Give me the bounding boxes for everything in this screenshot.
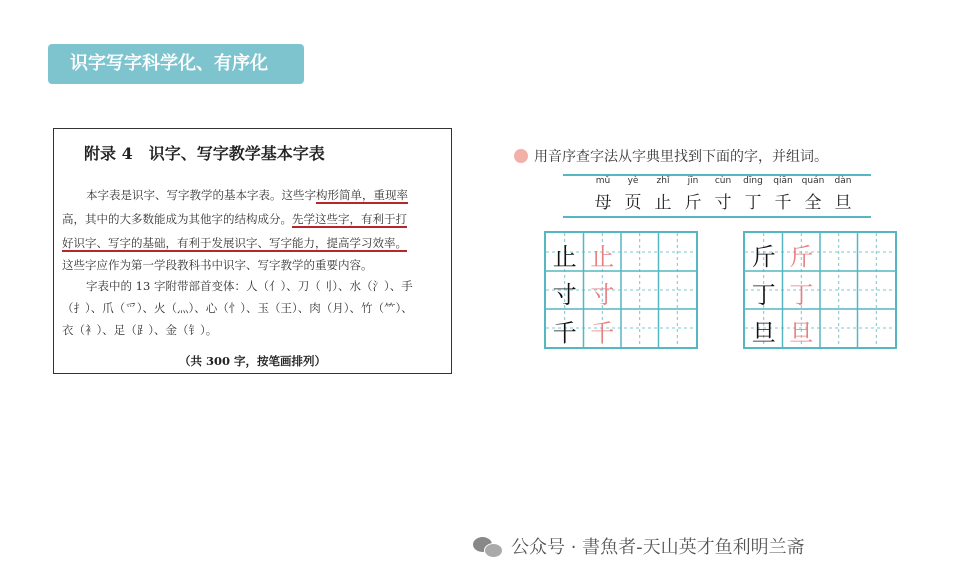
- trace-character: 旦: [789, 319, 814, 347]
- underlined-text: 先学这些字，有利于打: [292, 212, 407, 226]
- character-item: [708, 176, 738, 213]
- character-item: [798, 176, 828, 213]
- hanzi-label: 千: [774, 193, 792, 213]
- model-character: 斤: [751, 243, 776, 271]
- hanzi-label: 页: [624, 193, 642, 213]
- appendix-excerpt: [53, 128, 452, 374]
- model-character: 千: [552, 319, 577, 347]
- section-banner: 识字写字科学化、有序化: [48, 44, 304, 84]
- pinyin-label: mǔ: [595, 176, 611, 186]
- pinyin-label: cùn: [714, 176, 732, 186]
- character-item: [768, 176, 798, 213]
- underlined-text: 构形简单，重现率: [316, 188, 408, 202]
- hanzi-label: 斤: [684, 193, 702, 213]
- char-row-bottom-line: [563, 216, 871, 218]
- appendix-footer: （共 300 字，按笔画排列）: [178, 354, 326, 368]
- hanzi-label: 止: [654, 193, 672, 213]
- model-character: 寸: [552, 281, 577, 309]
- text-span: 本字表是识字、写字教学的基本字表。这些字: [86, 188, 316, 202]
- hanzi-label: 全: [804, 193, 822, 213]
- para-line-6: （扌）、爪（爫）、火（灬）、心（忄）、玉（王）、肉（月）、竹（⺮）、: [62, 301, 413, 315]
- trace-character: 丁: [789, 281, 814, 309]
- number-circle-icon: [514, 149, 528, 163]
- character-list: [588, 176, 858, 213]
- trace-character: 寸: [590, 281, 615, 309]
- wechat-icon: [473, 535, 503, 557]
- pinyin-label: zhǐ: [656, 176, 670, 186]
- model-character: 止: [552, 243, 577, 271]
- trace-character: 斤: [789, 243, 814, 271]
- para-line-7: 衣（衤）、足（⻊）、金（钅）。: [62, 323, 218, 337]
- writing-grid-left: [544, 231, 698, 349]
- pinyin-label: dīng: [743, 176, 763, 186]
- character-item: [618, 176, 648, 213]
- pinyin-label: yè: [627, 176, 639, 186]
- character-item: [648, 176, 678, 213]
- watermark-text: 公众号 · 書魚者-天山英才鱼利明兰斋: [511, 537, 805, 558]
- pinyin-label: qiān: [773, 176, 793, 186]
- character-item: [678, 176, 708, 213]
- model-character: 旦: [751, 319, 776, 347]
- character-item: [588, 176, 618, 213]
- writing-grid-right: [743, 231, 897, 349]
- exercise-instruction: [514, 146, 828, 166]
- para-line-4: 这些字应作为第一学段教科书中识字、写字教学的重要内容。: [62, 258, 373, 272]
- hanzi-label: 旦: [834, 193, 852, 213]
- para-line-3: [62, 235, 407, 251]
- hanzi-label: 寸: [714, 193, 732, 213]
- hanzi-label: 丁: [744, 193, 762, 213]
- para-line-5: 字表中的 13 字附带部首变体：人（亻）、刀（刂）、水（氵）、手: [86, 279, 413, 293]
- character-item: [828, 176, 858, 213]
- pinyin-label: jīn: [687, 176, 699, 186]
- hanzi-label: 母: [594, 193, 612, 213]
- underlined-text: 好识字、写字的基础，有利于发展识字、写字能力，提高学习效率。: [62, 236, 407, 250]
- para-line-1: [86, 187, 408, 203]
- instruction-text: 用音序查字法从字典里找到下面的字，并组词。: [534, 149, 828, 165]
- trace-character: 千: [590, 319, 615, 347]
- pinyin-label: dàn: [834, 176, 852, 186]
- pinyin-label: quán: [801, 176, 825, 186]
- character-item: [738, 176, 768, 213]
- para-line-2: [62, 211, 407, 227]
- text-span: 高，其中的大多数能成为其他字的结构成分。: [62, 212, 292, 226]
- watermark: [473, 533, 805, 559]
- model-character: 丁: [751, 281, 776, 309]
- appendix-title: 附录 4 识字、写字教学基本字表: [84, 144, 325, 163]
- trace-character: 止: [590, 243, 615, 271]
